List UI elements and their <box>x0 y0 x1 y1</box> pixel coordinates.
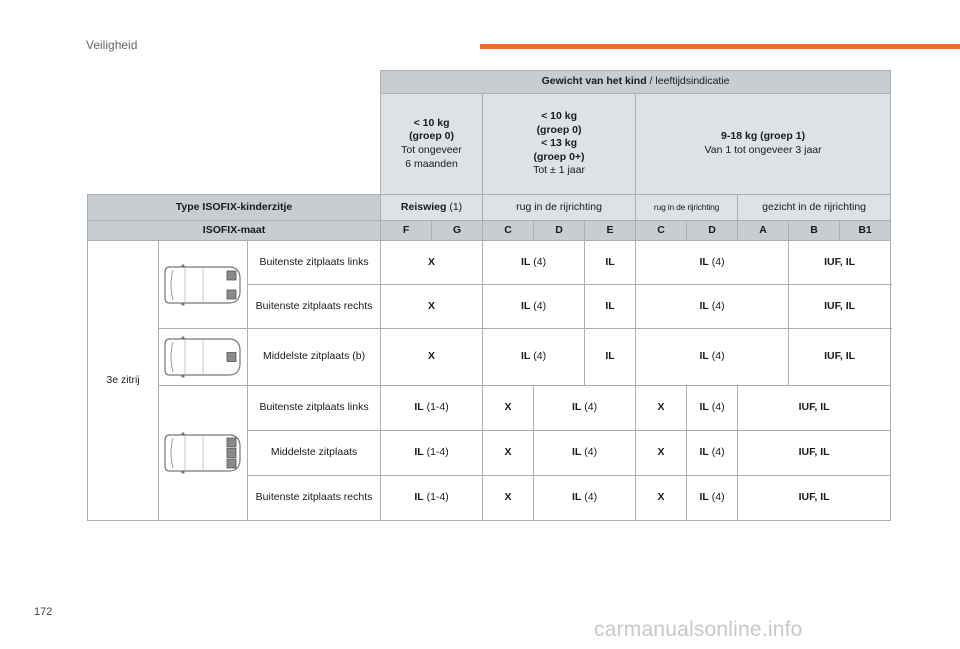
cell-value: X <box>381 285 483 329</box>
size-cell: G <box>432 221 483 241</box>
van-diagram-outer <box>159 241 248 329</box>
weight-header <box>381 71 891 94</box>
cell-value: IL (4) <box>534 431 636 476</box>
cell-value: IL (4) <box>483 241 585 285</box>
cell-value: IUF, IL <box>738 386 891 431</box>
cell-value: IL (4) <box>483 329 585 386</box>
size-label: ISOFIX-maat <box>88 221 381 241</box>
cell-value: IL (4) <box>483 285 585 329</box>
page-number: 172 <box>34 606 53 618</box>
seat-label: Buitenste zitplaats rechts <box>248 285 381 329</box>
cell-value: IL (1-4) <box>381 476 483 521</box>
cell-value: IL (1-4) <box>381 431 483 476</box>
size-cell: A <box>738 221 789 241</box>
seat-label: Buitenste zitplaats links <box>248 386 381 431</box>
size-cell: D <box>534 221 585 241</box>
cell-value: IUF, IL <box>738 476 891 521</box>
cell-value: IL (4) <box>687 386 738 431</box>
van-diagram-three <box>159 386 248 521</box>
cell-value: X <box>636 476 687 521</box>
size-cell: B <box>789 221 840 241</box>
cell-value: X <box>483 476 534 521</box>
cell-value: IL (4) <box>534 476 636 521</box>
cell-value: IL (4) <box>687 476 738 521</box>
weight-group-0: < 10 kg (groep 0) Tot ongeveer 6 maanden <box>381 94 483 195</box>
row-label: 3e zitrij <box>88 241 159 521</box>
type-rug-2: rug in de rijrichting <box>636 195 738 221</box>
type-rug-1: rug in de rijrichting <box>483 195 636 221</box>
van-diagram-middle <box>159 329 248 386</box>
cell-value: IL <box>585 285 636 329</box>
size-cell: C <box>636 221 687 241</box>
cell-value: IL <box>585 241 636 285</box>
cell-value: X <box>483 386 534 431</box>
seat-label: Middelste zitplaats (b) <box>248 329 381 386</box>
type-label: Type ISOFIX-kinderzitje <box>88 195 381 221</box>
type-reiswieg: Reiswieg (1) <box>381 195 483 221</box>
size-cell: F <box>381 221 432 241</box>
cell-value: IUF, IL <box>789 329 891 386</box>
weight-header-rest: / leeftijdsindicatie <box>646 75 730 88</box>
seat-label: Middelste zitplaats <box>248 431 381 476</box>
van-seat-middle-icon <box>163 335 243 379</box>
cell-value: IL (4) <box>636 329 789 386</box>
cell-value: IUF, IL <box>789 241 891 285</box>
size-cell: D <box>687 221 738 241</box>
size-cell: C <box>483 221 534 241</box>
cell-value: IL (4) <box>636 241 789 285</box>
section-title: Veiligheid <box>86 38 138 52</box>
seat-label: Buitenste zitplaats rechts <box>248 476 381 521</box>
cell-value: IL (4) <box>687 431 738 476</box>
cell-value: X <box>381 329 483 386</box>
van-seat-three-icon <box>163 431 243 475</box>
header-accent-bar <box>480 44 960 49</box>
cell-value: IL (1-4) <box>381 386 483 431</box>
cell-value: IL <box>585 329 636 386</box>
weight-header-bold: Gewicht van het kind <box>541 75 647 88</box>
cell-value: IUF, IL <box>738 431 891 476</box>
van-seat-outer-icon <box>163 263 243 307</box>
seat-label: Buitenste zitplaats links <box>248 241 381 285</box>
cell-value: X <box>381 241 483 285</box>
cell-value: X <box>636 386 687 431</box>
cell-value: X <box>636 431 687 476</box>
cell-value: IUF, IL <box>789 285 891 329</box>
isofix-table <box>87 70 891 521</box>
type-gezicht: gezicht in de rijrichting <box>738 195 891 221</box>
weight-group-2: 9-18 kg (groep 1) Van 1 tot ongeveer 3 jaar <box>636 94 891 195</box>
weight-group-1: < 10 kg (groep 0) < 13 kg (groep 0+) Tot ± 1 jaar <box>483 94 636 195</box>
watermark: carmanualsonline.info <box>594 618 803 641</box>
size-cell: B1 <box>840 221 891 241</box>
cell-value: IL (4) <box>636 285 789 329</box>
size-cell: E <box>585 221 636 241</box>
cell-value: IL (4) <box>534 386 636 431</box>
cell-value: X <box>483 431 534 476</box>
